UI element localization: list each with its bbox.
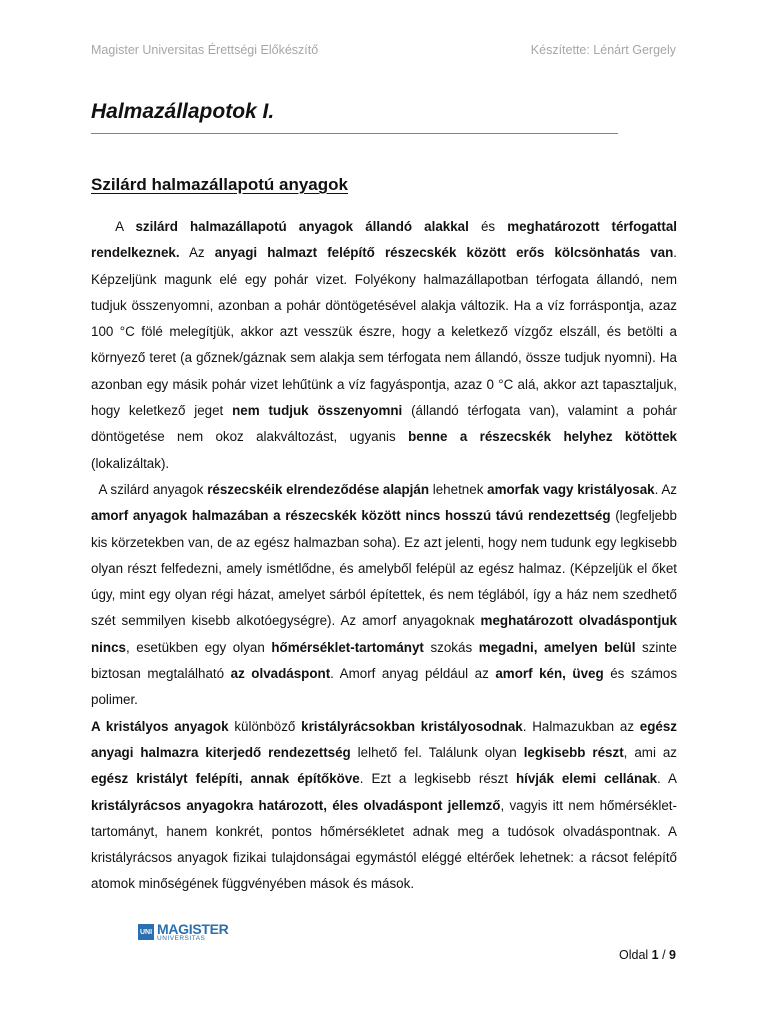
bold-text-run: legkisebb részt [523,744,624,760]
text-run: (állandó térfogata van), valamint a pohár döntögetése nem okoz alakváltozást, ugyanis [91,403,678,445]
bold-text-run: kristályrácsos anyagokra határozott, éles olvadáspont jellemző [91,797,501,813]
page-title: Halmazállapotok I. [91,100,275,123]
text-run: . Képzeljünk magunk elé egy pohár vizet. Folyékony halmazállapotban térfogata állandó, nem tudjuk összenyomni, azonban a pohár döntögetésével alakja változik. Ha a víz forráspontja, azaz 100 °C fölé melegítjük, akkor azt vesszük észre, hogy a keletkező vízgőz elszáll, és betölti a környező teret (a gőznek/gáznak sem alakja sem térfogata nem állandó, össze tudjuk nyomni). Ha azonban egy másik pohár vizet lehűtünk a víz fagyáspontja, azaz 0 °C alá, akkor azt tapasztaljuk, hogy keletkező jeget [91,245,677,419]
bold-text-run: nem tudjuk összenyomni [232,403,403,419]
current-page: 1 [651,948,659,962]
bold-text-run: benne a részecskék helyhez kötöttek [408,429,677,445]
total-pages: 9 [669,948,676,962]
text-run: lelhető fel. Találunk olyan [350,744,524,760]
bold-text-run: kristályrácsokban kristályosodnak [301,718,523,734]
text-run: , ami az [623,744,678,760]
text-run: A [91,219,136,234]
text-run: (legfeljebb kis körzetekben van, de az egész halmazban soha). Ez azt jelenti, hogy nem tudunk egy legkisebb olyan részt felfedezni, amely ismétlődne, és amelyből felépül az egész halmaz. (Képzeljük el őket úgy, mint egy olyan régi házat, amelyet sárból építettek, és nem téglából, így a ház nem szedhető szét semmilyen kisebb alkotóegységre). Az amorf anyagoknak [91,508,677,629]
bold-text-run: az olvadáspont [230,666,331,682]
logo-mark-icon: UNI [138,924,154,940]
bold-text-run: hőmérséklet-tartományt [271,639,424,655]
bold-text-run: hívják elemi cellának [515,771,658,787]
text-run: . A [657,771,677,787]
logo-sub-text: UNIVERSITAS [157,935,206,942]
magister-logo [138,922,229,943]
logo-main-text: MAGISTER [157,921,229,937]
bold-text-run: amorf kén, üveg [495,666,604,682]
text-run: . Ezt a legkisebb részt [359,771,516,787]
text-run: A szilárd anyagok [91,481,208,497]
title-divider [91,133,618,134]
text-run: , vagyis itt nem hőmérséklet-tartományt, hanem konkrét, pontos hőmérsékletet adnak meg a tudósok olvadáspontnak. A kristályrácsos anyagok fizikai tulajdonságai egymástól eléggé eltérőek lehetnek: a rácsot felépítő atomok minőségének függvényében mások és mások. [91,797,677,892]
body-text [91,214,677,898]
paragraph [91,214,677,477]
text-run: , esetükben egy olyan [125,639,272,655]
text-run: és számos polimer. [91,666,678,708]
bold-text-run: amorf anyagok halmazában a részecskék között nincs hosszú távú rendezettség [91,508,611,524]
bold-text-run: egész anyagi halmazra kiterjedő rendezettség [91,718,677,760]
page-number: Oldal 1 / 9 [619,948,676,962]
bold-text-run: megadni, amelyen belül [478,639,636,655]
paragraph [91,477,677,714]
bold-text-run: meghatározott térfogattal rendelkeznek. [91,219,677,261]
bold-text-run: anyagi halmazt felépítő részecskék között erős kölcsönhatás van [214,245,674,261]
bold-text-run: szilárd halmazállapotú anyagok állandó alakkal [135,219,469,234]
bold-text-run: egész kristályt felépíti, annak építőköve [91,771,360,787]
bold-text-run: részecskéik elrendeződése alapján [207,481,430,497]
section-title: Szilárd halmazállapotú anyagok [91,175,348,194]
text-run: (lokalizáltak). [91,455,170,471]
text-run: . Halmazukban az [522,718,640,734]
bold-text-run: amorfak vagy kristályosak [487,481,655,497]
text-run: és [468,219,508,234]
text-run: . Az [654,481,677,497]
bold-text-run: meghatározott olvadáspontjuk nincs [91,613,677,655]
text-run: különböző [228,718,302,734]
header-left-text: Magister Universitas Érettségi Előkészítő [91,43,319,57]
text-run: Az [179,245,215,261]
text-run: . Amorf anyag például az [330,666,496,682]
header-author-text: Készítette: Lénárt Gergely [530,43,676,57]
bold-text-run: A kristályos anyagok [91,718,229,734]
text-run: szinte biztosan megtalálható [91,639,677,682]
text-run: szokás [423,639,479,655]
paragraph [91,714,677,898]
text-run: lehetnek [429,481,488,497]
